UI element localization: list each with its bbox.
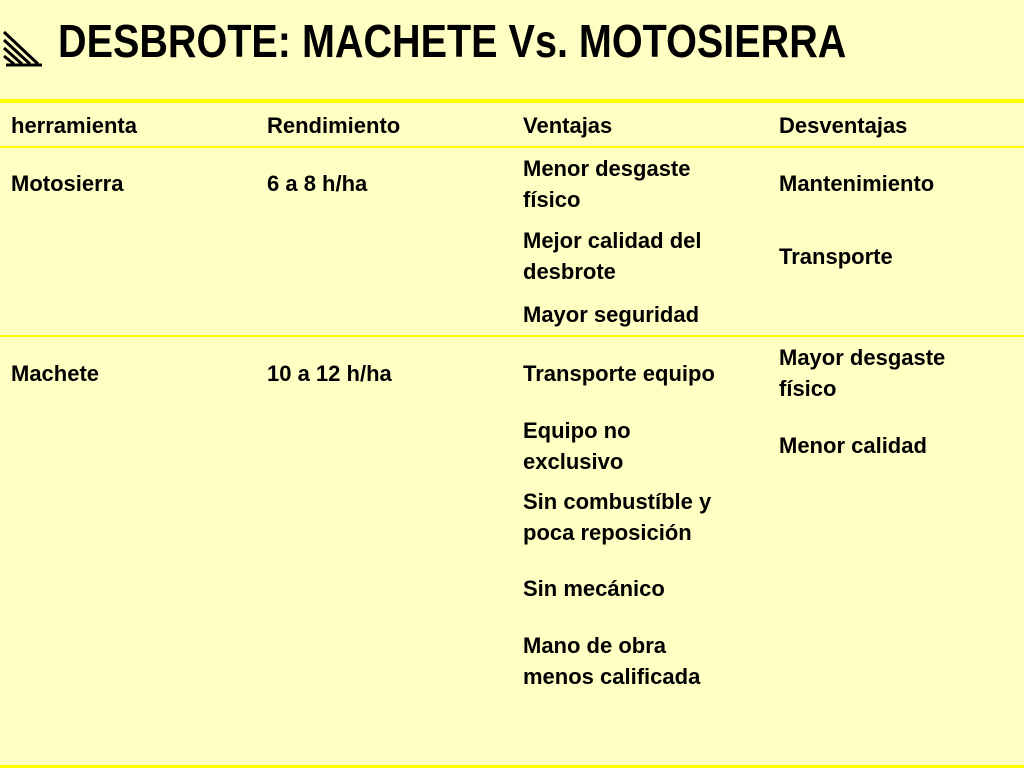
- advantage-item: Mano de obra menos calificada: [523, 633, 701, 689]
- header-disadvantages: Desventajas: [779, 113, 908, 138]
- header-tool: herramienta: [11, 113, 137, 138]
- disadvantage-item: Menor calidad: [779, 433, 927, 458]
- table-row-tool: Machete: [11, 361, 100, 386]
- title-divider: [0, 99, 1024, 103]
- table-row-yield: 6 a 8 h/ha: [267, 171, 368, 196]
- header-yield: Rendimiento: [267, 113, 401, 138]
- table-row-yield: 10 a 12 h/ha: [267, 361, 392, 386]
- advantage-item: Transporte equipo: [523, 361, 715, 386]
- page-title: DESBROTE: MACHETE Vs. MOTOSIERRA: [58, 15, 847, 67]
- advantage-item: Equipo no exclusivo: [523, 418, 631, 474]
- advantage-item: Mayor seguridad: [523, 302, 700, 327]
- advantage-item: Menor desgaste físico: [523, 156, 691, 212]
- header-divider: [0, 146, 1024, 148]
- disadvantage-item: Transporte: [779, 244, 893, 269]
- advantage-item: Mejor calidad del desbrote: [523, 228, 702, 284]
- disadvantage-item: Mayor desgaste físico: [779, 345, 946, 401]
- advantage-item: Sin combustíble y poca reposición: [523, 489, 712, 545]
- diagonal-lines-icon: [2, 28, 44, 68]
- row-divider: [0, 335, 1024, 337]
- table-row-tool: Motosierra: [11, 171, 124, 196]
- header-advantages: Ventajas: [523, 113, 613, 138]
- disadvantage-item: Mantenimiento: [779, 171, 935, 196]
- title-bar: [0, 0, 1024, 100]
- advantage-item: Sin mecánico: [523, 576, 665, 601]
